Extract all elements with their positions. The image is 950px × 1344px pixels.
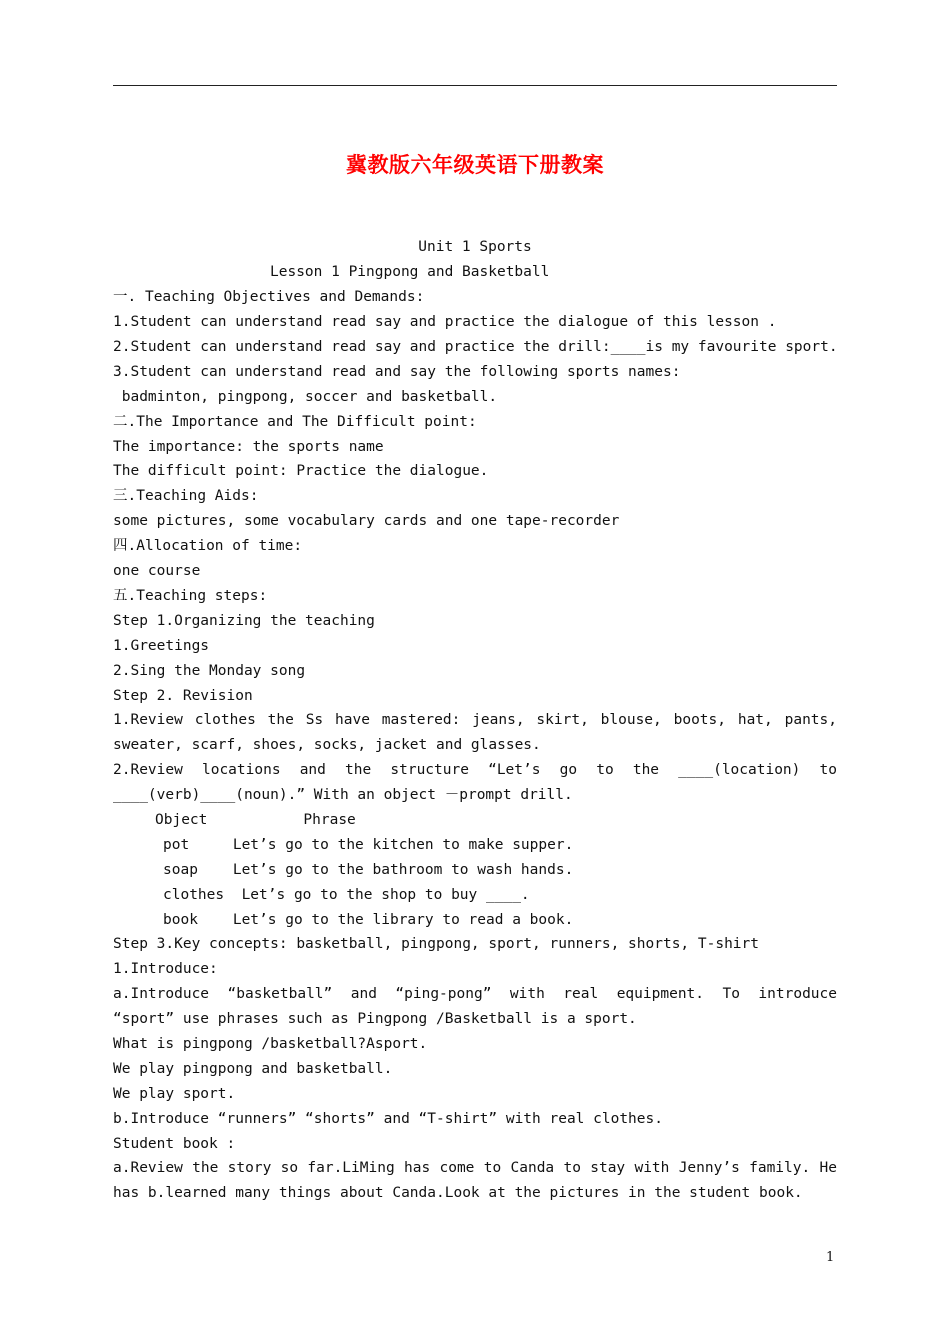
document-title: 冀教版六年级英语下册教案 xyxy=(346,153,604,177)
step-heading: Step 3.Key concepts: basketball, pingpong, sport, runners, shorts, T-shirt xyxy=(113,936,760,952)
section-heading: 三.Teaching Aids: xyxy=(113,488,259,504)
text-line: 2.Sing the Monday song xyxy=(113,663,306,679)
text-line: 1.Introduce: xyxy=(113,961,218,977)
table-row: soap Let’s go to the bathroom to wash hands. xyxy=(163,862,574,878)
text-line: What is pingpong /basketball?Asport. xyxy=(113,1036,428,1052)
text-line: 2.Student can understand read say and practice the drill:____is my favourite sport. xyxy=(113,339,838,355)
text-line: The importance: the sports name xyxy=(113,439,384,455)
text-line: a.Review the story so far.LiMing has come to Canda to stay with Jenny’s family. He xyxy=(113,1160,837,1176)
lesson-heading: Lesson 1 Pingpong and Basketball xyxy=(270,264,550,280)
table-row: clothes Let’s go to the shop to buy ____. xyxy=(163,887,530,903)
section-heading: 二.The Importance and The Difficult point: xyxy=(113,414,477,430)
text-line: b.Introduce “runners” “shorts” and “T-shirt” with real clothes. xyxy=(113,1111,663,1127)
step-heading: Step 2. Revision xyxy=(113,688,253,704)
header-rule xyxy=(113,85,837,86)
text-line: one course xyxy=(113,563,201,579)
text-line: We play pingpong and basketball. xyxy=(113,1061,393,1077)
table-header: Object Phrase xyxy=(155,812,356,828)
table-row: book Let’s go to the library to read a book. xyxy=(163,912,574,928)
text-line: 1.Student can understand read say and practice the dialogue of this lesson . xyxy=(113,314,777,330)
text-line: We play sport. xyxy=(113,1086,236,1102)
text-line: 3.Student can understand read and say the following sports names: xyxy=(113,364,681,380)
text-line: a.Introduce “basketball” and “ping-pong” with real equipment. To introduce xyxy=(113,986,837,1002)
text-line: ____(verb)____(noun).” With an object －prompt drill. xyxy=(113,787,573,803)
text-line: some pictures, some vocabulary cards and one tape-recorder xyxy=(113,513,620,529)
text-line: Student book : xyxy=(113,1136,236,1152)
step-heading: Step 1.Organizing the teaching xyxy=(113,613,375,629)
section-heading: 一. Teaching Objectives and Demands: xyxy=(113,289,425,305)
section-heading: 四.Allocation of time: xyxy=(113,538,303,554)
text-line: sweater, scarf, shoes, socks, jacket and glasses. xyxy=(113,737,541,753)
unit-heading: Unit 1 Sports xyxy=(418,239,532,255)
text-line: 1.Review clothes the Ss have mastered: jeans, skirt, blouse, boots, hat, pants, xyxy=(113,712,837,728)
table-row: pot Let’s go to the kitchen to make supper. xyxy=(163,837,574,853)
section-heading: 五.Teaching steps: xyxy=(113,588,268,604)
text-line: badminton, pingpong, soccer and basketball. xyxy=(113,389,498,405)
text-line: has b.learned many things about Canda.Look at the pictures in the student book. xyxy=(113,1185,803,1201)
text-line: 1.Greetings xyxy=(113,638,210,654)
text-line: “sport” use phrases such as Pingpong /Basketball is a sport. xyxy=(113,1011,637,1027)
text-line: 2.Review locations and the structure “Let’s go to the ____(location) to xyxy=(113,762,837,778)
text-line: The difficult point: Practice the dialogue. xyxy=(113,463,489,479)
page-number: 1 xyxy=(826,1250,835,1265)
